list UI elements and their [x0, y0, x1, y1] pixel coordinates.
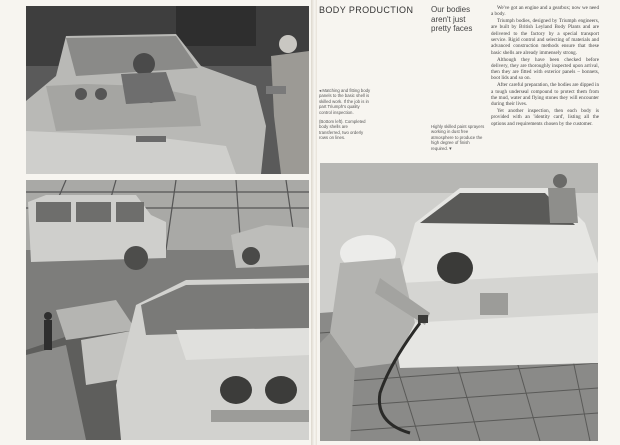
caption-left-column	[319, 88, 371, 145]
caption-panel-fitting: ◂ Matching and fitting body panels to the basic shell is skilled work. If the job is in part Triumph's quality control inspection.	[319, 88, 371, 115]
caption-transfer-line: (Bottom left). Completed body shells are transferred, two orderly rows on lines.	[319, 119, 366, 141]
caption-right-column	[431, 124, 487, 152]
page-subheading: Our bodies aren't just pretty faces	[431, 5, 473, 33]
body-paragraph: We've got an engine and a gearbox; now we need a body.	[491, 5, 599, 18]
photo-body-shells-transfer-line	[26, 180, 309, 440]
page-gutter	[311, 0, 317, 445]
body-paragraph: Yet another inspection, then each body is provided with an 'identity card', listing all the options and requirements chosen by the customer.	[491, 108, 599, 127]
photo-paint-sprayer	[320, 163, 598, 441]
body-paragraph: Although they have been checked before delivery, they are thoroughly inspected upon arrival, then they are fitted with exterior panels – bonnets, boot lids and so on.	[491, 56, 599, 82]
arrow-down-icon: ▾	[449, 145, 452, 152]
caption-paint-sprayers: Highly skilled paint sprayers working in dust free atmosphere to produce the high degree of finish required.	[431, 124, 485, 151]
body-paragraph: Triumph bodies, designed by Triumph engineers, are built by British Leyland Body Plants and are delivered to the factory by a special transport service. Rigid control and selecting of materials and advanced construction methods ensure that these basic shells are already immensely strong.	[491, 18, 599, 56]
body-paragraph: After careful preparation, the bodies are dipped in a tough underseal compound to protect them from the mud, water and flying stones they will encounter during their lives.	[491, 82, 599, 108]
photo-body-panel-fitting	[26, 6, 309, 174]
page-heading: BODY PRODUCTION	[319, 5, 414, 15]
body-text	[491, 5, 599, 128]
